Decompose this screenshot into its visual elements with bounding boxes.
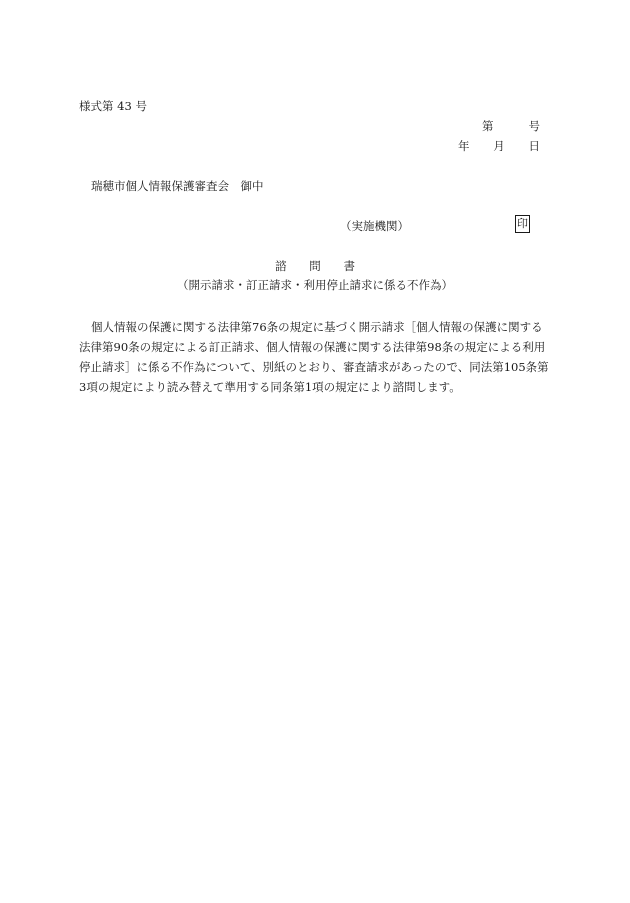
doc-number-suffix: 号 [528,119,540,133]
date-year: 年 [458,139,470,153]
body-line: 3項の規定により読み替えて準用する同条第1項の規定により諮問します。 [79,380,461,394]
title-char: 書 [343,259,355,273]
document-date [458,138,540,154]
form-number: 様式第 43 号 [79,99,147,113]
title-char: 諮 [275,259,287,273]
body-line: 法律第90条の規定による訂正請求、個人情報の保護に関する法律第98条の規定による利用 [79,340,546,354]
document-number [482,118,540,134]
seal-mark: 印 [515,215,530,233]
addressee: 瑞穂市個人情報保護審査会 御中 [91,179,264,193]
body-paragraph [79,317,549,397]
document-subtitle: （開示請求・訂正請求・利用停止請求に係る不作為） [177,278,453,292]
doc-number-prefix: 第 [482,119,494,133]
date-month: 月 [493,139,505,153]
title-char: 問 [309,259,321,273]
body-line: 停止請求］に係る不作為について、別紙のとおり、審査請求があったので、同法第105条第 [79,360,549,374]
document-title [275,258,355,274]
date-day: 日 [528,139,540,153]
body-line: 個人情報の保護に関する法律第76条の規定に基づく開示請求［個人情報の保護に関する [91,320,543,334]
agency-label: （実施機関） [340,219,409,233]
